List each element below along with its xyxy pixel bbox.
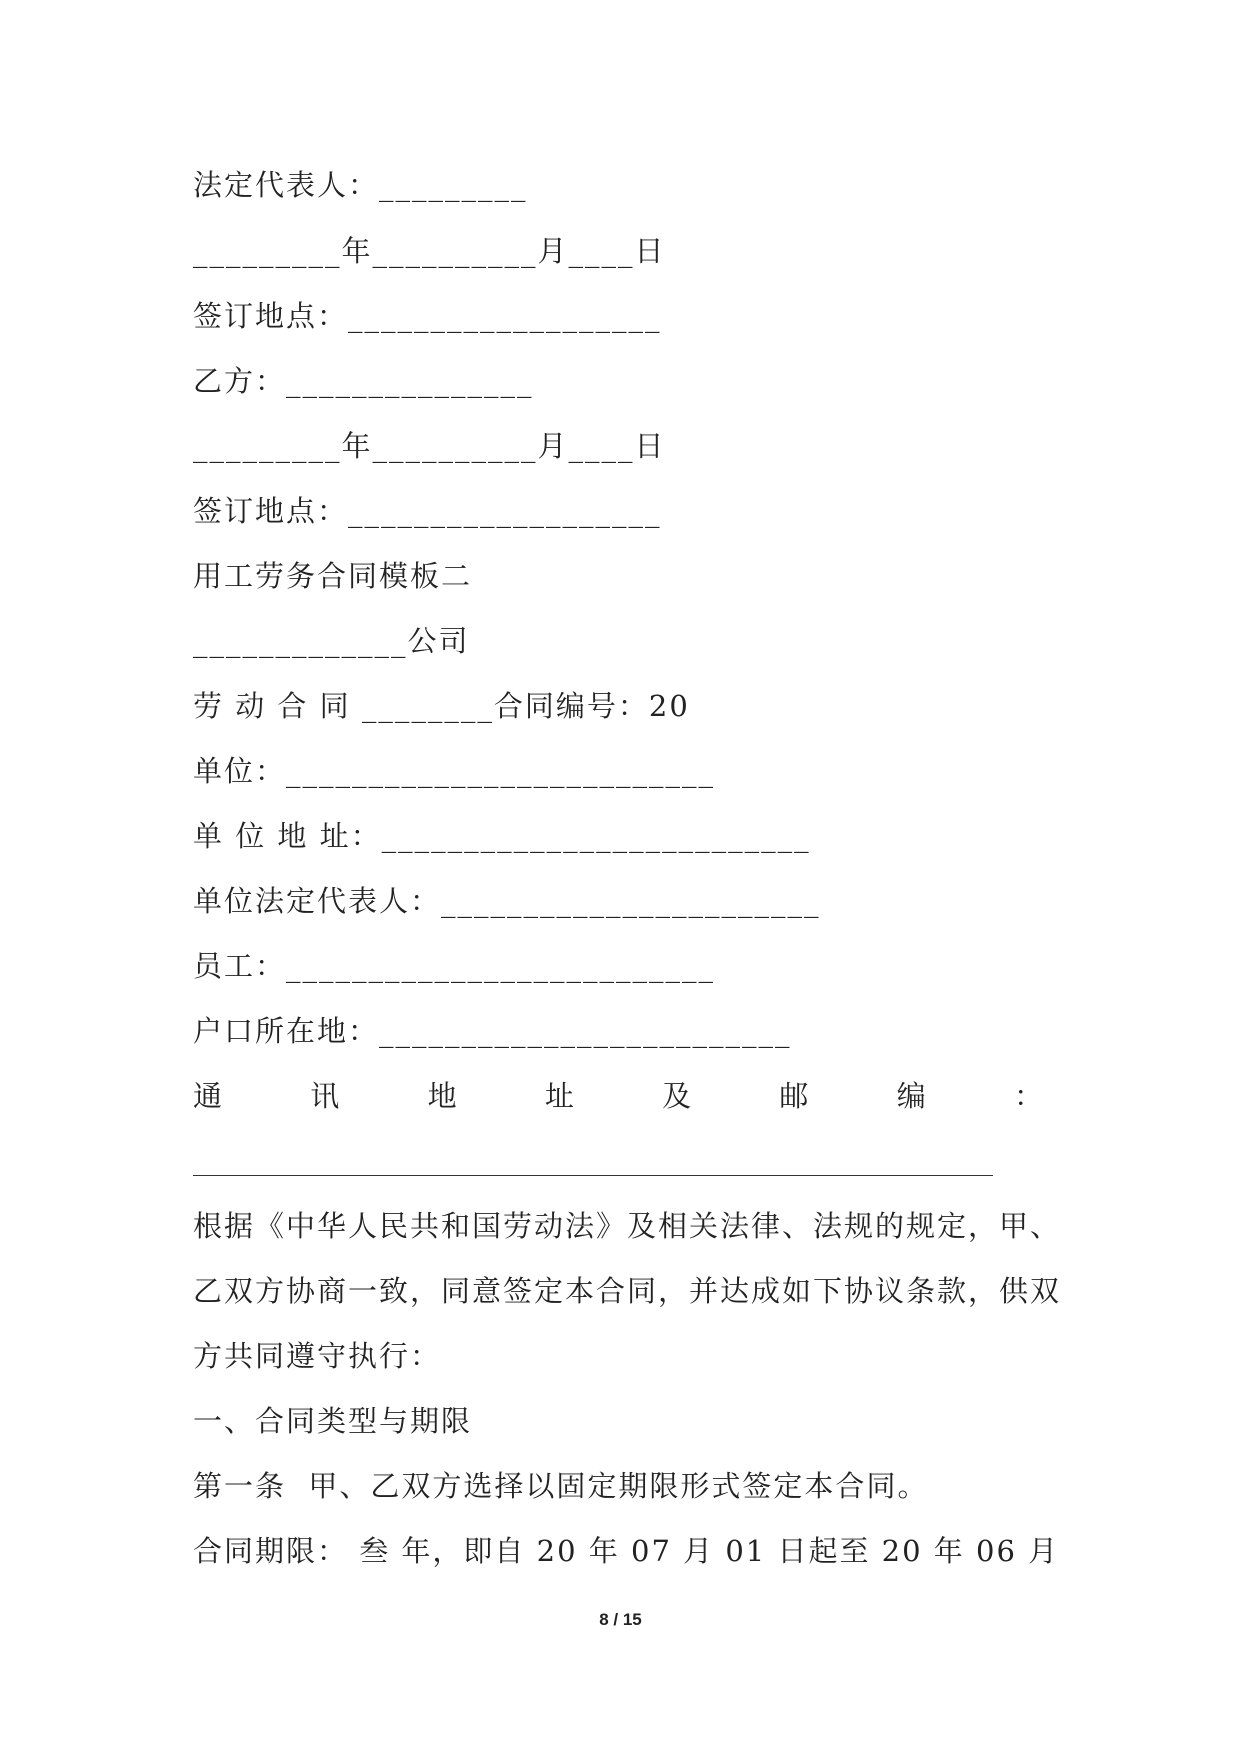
paragraph-line: 根据《中华人民共和国劳动法》及相关法律、法规的规定，甲、 — [193, 1209, 1062, 1243]
label-char: 通 — [193, 1079, 223, 1113]
section-title: 一、合同类型与期限 — [193, 1404, 473, 1438]
mailing-address-label — [193, 1076, 1043, 1116]
label-char: 及 — [662, 1079, 692, 1113]
article-one: 第一条 甲、乙双方选择以固定期限形式签定本合同。 — [193, 1469, 929, 1503]
company-line: _____________公司 — [193, 624, 470, 658]
page-number: 8 / 15 — [599, 1610, 642, 1629]
label-char: 邮 — [779, 1079, 809, 1113]
signing-place-line: 签订地点：___________________ — [193, 494, 662, 528]
label-char: 讯 — [310, 1079, 340, 1113]
date-line: _________年__________月____日 — [193, 429, 666, 463]
employee-line: 员工：__________________________ — [193, 949, 716, 983]
mailing-address-blank — [193, 1175, 993, 1176]
template-title: 用工劳务合同模板二 — [193, 559, 473, 593]
unit-legal-representative-line: 单位法定代表人：_______________________ — [193, 884, 821, 918]
paragraph-line: 方共同遵守执行： — [193, 1339, 442, 1373]
label-char: 地 — [427, 1079, 457, 1113]
unit-line: 单位：__________________________ — [193, 754, 716, 788]
label-char: ： — [1013, 1079, 1043, 1113]
household-registration-line: 户口所在地：_________________________ — [193, 1014, 792, 1048]
legal-representative-line: 法定代表人：_________ — [193, 168, 528, 202]
contract-number-line: 劳 动 合 同 ________合同编号：20 — [193, 689, 690, 723]
unit-address-line: 单 位 地 址：__________________________ — [193, 819, 811, 853]
party-b-line: 乙方：_______________ — [193, 364, 534, 398]
label-char: 编 — [896, 1079, 926, 1113]
date-line: _________年__________月____日 — [193, 234, 666, 268]
paragraph-line: 乙双方协商一致，同意签定本合同，并达成如下协议条款，供双 — [193, 1274, 1062, 1308]
signing-place-line: 签订地点：___________________ — [193, 299, 662, 333]
label-char: 址 — [544, 1079, 574, 1113]
contract-term-line: 合同期限： 叁 年，即自 20 年 07 月 01 日起至 20 年 06 月 — [193, 1534, 1060, 1568]
